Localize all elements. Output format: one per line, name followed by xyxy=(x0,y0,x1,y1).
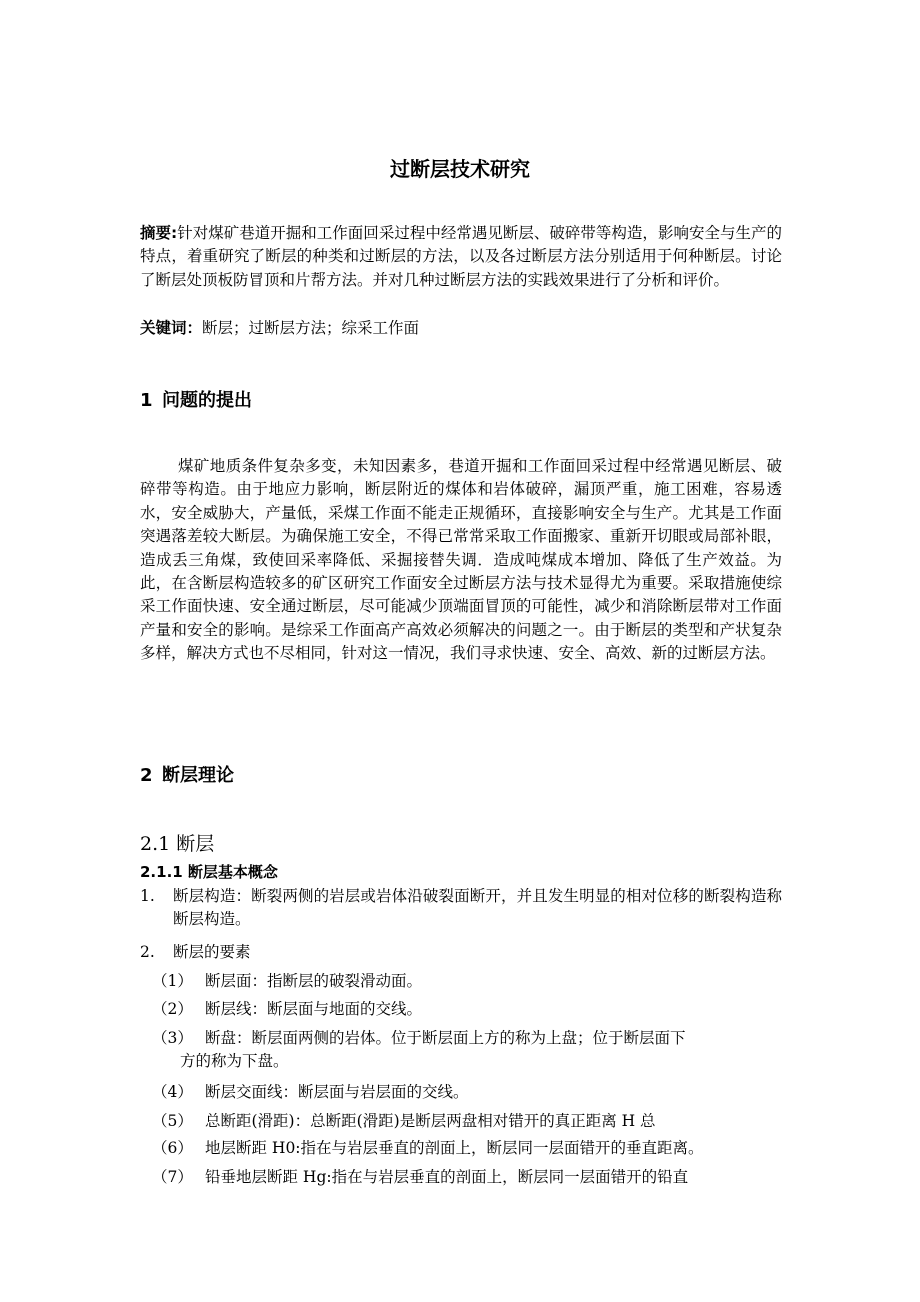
element-item-number: （5） xyxy=(152,1112,193,1130)
element-item xyxy=(152,1081,782,1104)
subsection-2-1-1-heading: 2.1.1 断层基本概念 xyxy=(140,863,278,881)
element-item-number: （3） xyxy=(152,1029,193,1047)
element-item-text: 断层线：断层面与地面的交线。 xyxy=(205,1000,423,1018)
section-2-heading xyxy=(140,761,234,787)
list-item xyxy=(140,941,782,964)
section-2-number: 2 xyxy=(140,765,153,786)
section-2-title: 断层理论 xyxy=(162,765,234,786)
document-title: 过断层技术研究 xyxy=(390,157,530,181)
element-item xyxy=(152,1027,782,1074)
element-item-text: 铅垂地层断距 Hg:指在与岩层垂直的剖面上，断层同一层面错开的铅直 xyxy=(205,1168,689,1186)
section-1-paragraph: 煤矿地质条件复杂多变，未知因素多，巷道开掘和工作面回采过程中经常遇见断层、破碎带等构造。由于地应力影响，断层附近的煤体和岩体破碎，漏顶严重，施工困难，容易透水，安全威胁大，产量低，采煤工作面不能走正规循环，直接影响安全与生产。尤其是工作面突遇落差较大断层。为确保施工安全，不得已常常采取工作面搬家、重新开切眼或局部补眼，造成丢三角煤，致使回采率降低、采掘接替失调．造成吨煤成本增加、降低了生产效益。为此，在含断层构造较多的矿区研究工作面安全过断层方法与技术显得尤为重要。采取措施使综采工作面快速、安全通过断层，尽可能减少顶端面冒顶的可能性，减少和消除断层带对工作面产量和安全的影响。是综采工作面高产高效必须解决的问题之一。由于断层的类型和产状复杂多样，解决方式也不尽相同，针对这一情况，我们寻求快速、安全、高效、新的过断层方法。 xyxy=(140,457,782,663)
element-item xyxy=(152,970,782,993)
keywords-text: 断层；过断层方法；综采工作面 xyxy=(202,319,420,337)
element-item-number: （2） xyxy=(152,1000,193,1018)
abstract-text: 针对煤矿巷道开掘和工作面回采过程中经常遇见断层、破碎带等构造，影响安全与生产的特点，着重研究了断层的种类和过断层的方法，以及各过断层方法分别适用于何种断层。讨论了断层处顶板防冒顶和片帮方法。并对几种过断层方法的实践效果进行了分析和评价。 xyxy=(140,224,782,289)
element-item-text: 断盘：断层面两侧的岩体。位于断层面上方的称为上盘；位于断层面下 xyxy=(205,1029,686,1047)
element-item-continuation: 方的称为下盘。 xyxy=(180,1052,289,1071)
element-item xyxy=(152,1137,782,1160)
keywords xyxy=(140,317,782,340)
list-item-text: 断层的要素 xyxy=(173,943,251,961)
section-1-number: 1 xyxy=(140,390,153,411)
element-item xyxy=(152,1110,782,1133)
element-item-text: 断层面：指断层的破裂滑动面。 xyxy=(205,972,423,990)
element-item xyxy=(152,1166,782,1189)
list-item-text: 断层构造：断裂两侧的岩层或岩体沿破裂面断开，并且发生明显的相对位移的断裂构造称断层构造。 xyxy=(173,887,782,929)
list-item xyxy=(140,885,782,932)
section-1-title: 问题的提出 xyxy=(162,390,252,411)
element-item-number: （6） xyxy=(152,1139,193,1157)
element-item-number: （1） xyxy=(152,972,193,990)
element-item-number: （7） xyxy=(152,1168,193,1186)
list-item-number: 2. xyxy=(140,943,155,961)
element-item-text: 地层断距 H0:指在与岩层垂直的剖面上，断层同一层面错开的垂直距离。 xyxy=(205,1139,704,1157)
abstract xyxy=(140,222,782,292)
element-item-text: 断层交面线：断层面与岩层面的交线。 xyxy=(205,1083,469,1101)
element-item xyxy=(152,998,782,1021)
section-1-heading xyxy=(140,386,252,412)
list-item-number: 1. xyxy=(140,887,155,905)
abstract-label: 摘要: xyxy=(140,224,178,242)
element-item-text: 总断距(滑距)：总断距(滑距)是断层两盘相对错开的真正距离 H 总 xyxy=(205,1112,656,1130)
element-item-number: （4） xyxy=(152,1083,193,1101)
subsection-2-1-heading: 2.1 断层 xyxy=(140,833,215,855)
keywords-label: 关键词： xyxy=(140,319,203,337)
